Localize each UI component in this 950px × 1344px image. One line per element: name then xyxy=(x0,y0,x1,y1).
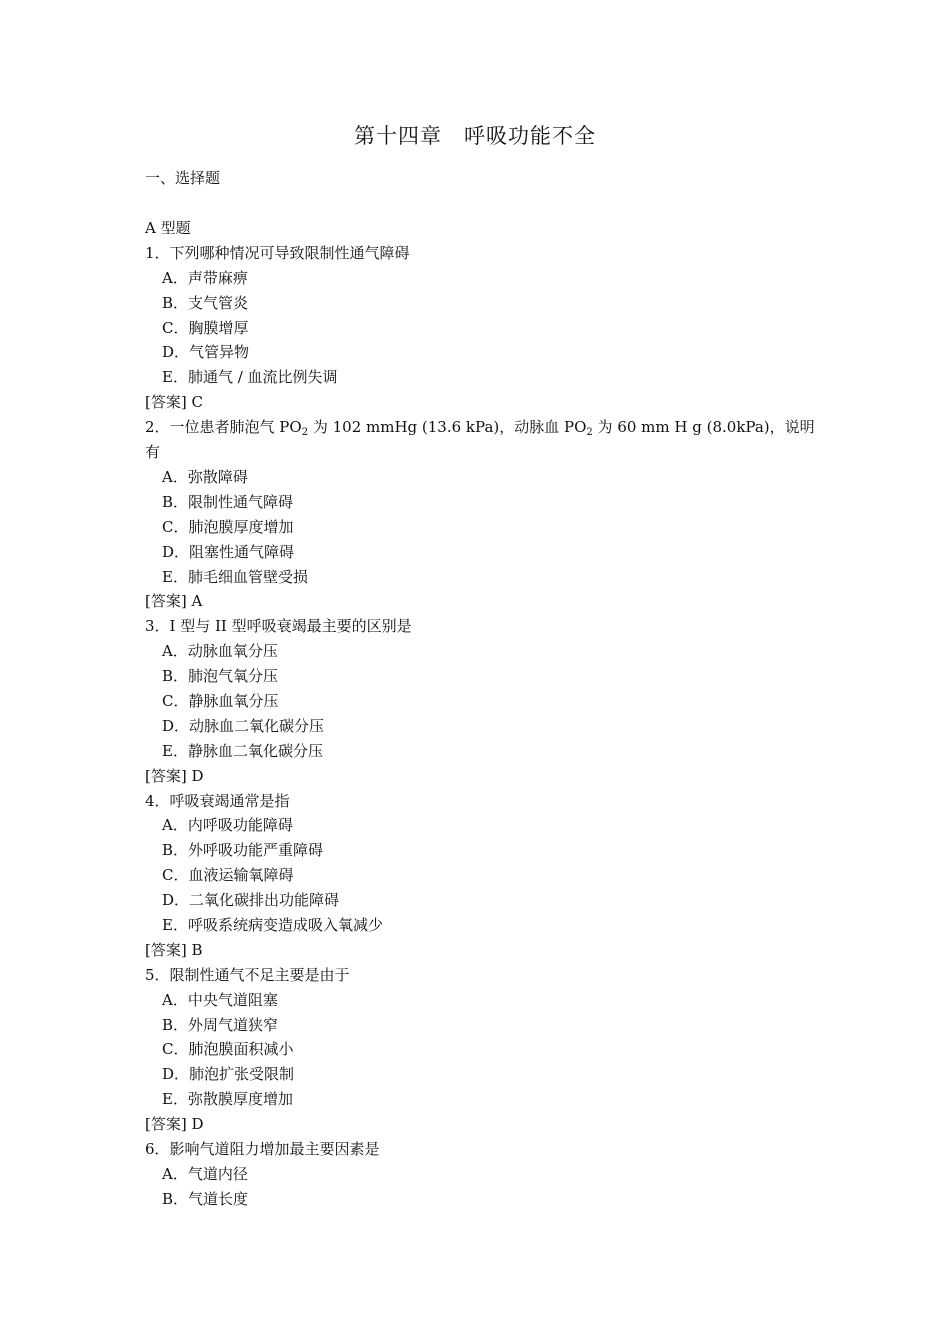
stem-text: 为 102 mmHg (13.6 kPa)，动脉血 PO xyxy=(308,418,587,437)
option: E．肺毛细血管壁受损 xyxy=(162,567,308,586)
chapter-title: 第十四章 呼吸功能不全 xyxy=(354,124,596,148)
option: A．内呼吸功能障碍 xyxy=(162,816,293,835)
option: D．肺泡扩张受限制 xyxy=(162,1065,295,1084)
option: B．支气管炎 xyxy=(162,293,249,312)
option: D．阻塞性通气障碍 xyxy=(162,542,295,561)
answer-line: [答案] B xyxy=(145,940,203,959)
option: A．弥散障碍 xyxy=(162,467,248,486)
question-stem: 1．下列哪种情况可导致限制性通气障碍 xyxy=(145,243,410,262)
option: B．限制性通气障碍 xyxy=(162,492,294,511)
question-stem xyxy=(145,415,815,465)
option: B．肺泡气氧分压 xyxy=(162,667,279,686)
answer-line: [答案] C xyxy=(145,393,203,412)
option: B．外周气道狭窄 xyxy=(162,1015,279,1034)
section-heading: 一、选择题 xyxy=(145,169,221,187)
option: C．胸膜增厚 xyxy=(162,318,249,337)
option: D．二氧化碳排出功能障碍 xyxy=(162,891,340,910)
option: C．肺泡膜厚度增加 xyxy=(162,517,294,536)
option: B．外呼吸功能严重障碍 xyxy=(162,841,324,860)
stem-text: 为 60 mm H g (8.0kPa)，说明有 xyxy=(145,418,815,462)
option: A．中央气道阻塞 xyxy=(162,990,278,1009)
question-stem: 6．影响气道阻力增加最主要因素是 xyxy=(145,1139,380,1158)
option: C．肺泡膜面积减小 xyxy=(162,1040,294,1059)
question-list xyxy=(145,216,815,1212)
question-stem: 4．呼吸衰竭通常是指 xyxy=(145,791,290,810)
option: A．声带麻痹 xyxy=(162,268,248,287)
option: D．动脉血二氧化碳分压 xyxy=(162,716,325,735)
stem-text: 2．一位患者肺泡气 PO xyxy=(145,418,302,437)
option: E．肺通气 / 血流比例失调 xyxy=(162,368,338,387)
option: E．静脉血二氧化碳分压 xyxy=(162,741,323,760)
subscript: 2 xyxy=(586,427,593,439)
subscript: 2 xyxy=(301,427,309,439)
option: A．动脉血氧分压 xyxy=(162,642,278,661)
option: E．呼吸系统病变造成吸入氧减少 xyxy=(162,915,383,934)
option: E．弥散膜厚度增加 xyxy=(162,1090,293,1109)
question-stem: 3．I 型与 II 型呼吸衰竭最主要的区别是 xyxy=(145,617,412,636)
answer-line: [答案] D xyxy=(145,1115,204,1134)
option: B．气道长度 xyxy=(162,1189,249,1208)
option: C．静脉血氧分压 xyxy=(162,691,279,710)
option: D．气管异物 xyxy=(162,343,250,362)
option: A．气道内径 xyxy=(162,1164,248,1183)
question-type-label: A 型题 xyxy=(145,219,191,237)
answer-line: [答案] A xyxy=(145,592,203,611)
option: C．血液运输氧障碍 xyxy=(162,866,294,885)
question-stem: 5．限制性通气不足主要是由于 xyxy=(145,965,350,984)
answer-line: [答案] D xyxy=(145,766,204,785)
